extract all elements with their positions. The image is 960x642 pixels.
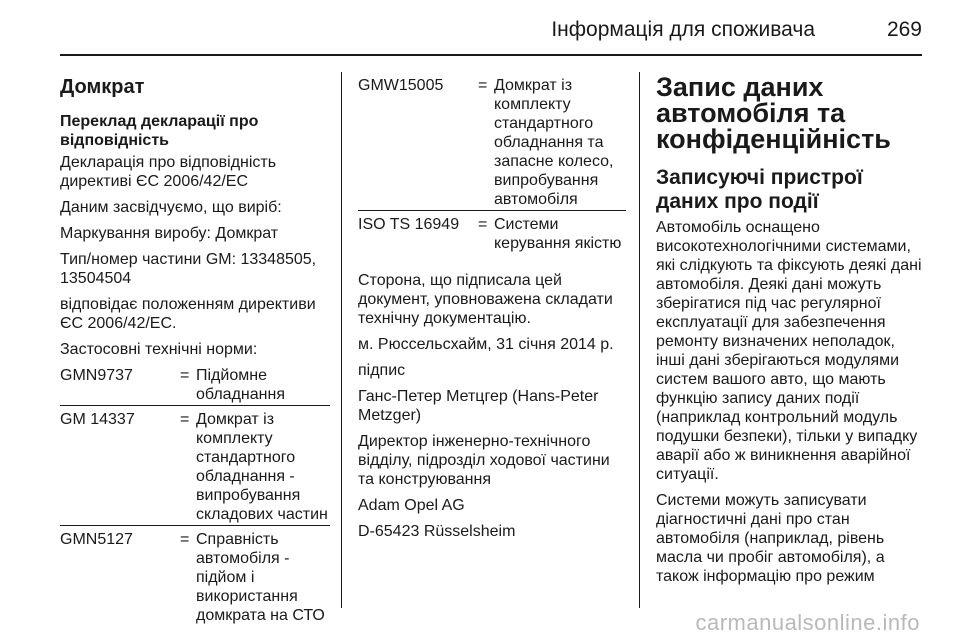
paragraph: Ганс-Петер Метцгер (Hans-Peter Metzger) bbox=[358, 388, 599, 424]
paragraph: Даним засвідчуємо, що виріб: bbox=[60, 199, 282, 216]
paragraph: м. Рюссельсхайм, 31 січня 2014 р. bbox=[358, 336, 614, 353]
paragraph: D-65423 Rüsselsheim bbox=[358, 523, 516, 540]
standard-code: ISO TS 16949 bbox=[358, 216, 460, 233]
standard-code: GMW15005 bbox=[358, 77, 444, 94]
standard-separator: = bbox=[478, 216, 488, 233]
column-divider bbox=[341, 72, 342, 608]
standard-row bbox=[60, 366, 330, 406]
standard-code: GMN5127 bbox=[60, 531, 133, 548]
chapter-title: Запис даних автомобіля та конфіденційність bbox=[656, 72, 891, 154]
header-title: Інформація для споживача bbox=[551, 18, 815, 41]
watermark: carmanualsonline.info bbox=[695, 610, 920, 635]
standard-separator: = bbox=[180, 531, 190, 548]
paragraph: Сторона, що підписала цей документ, уповноважена складати технічну документацію. bbox=[358, 272, 613, 327]
header-rule bbox=[60, 54, 922, 56]
paragraph: Тип/номер частини GM: 13348505, 13504504 bbox=[60, 251, 317, 287]
standard-row bbox=[358, 76, 626, 211]
standard-row bbox=[358, 215, 626, 253]
standard-row bbox=[60, 410, 330, 526]
column-right bbox=[656, 72, 926, 593]
paragraph: Декларація про відповідність директиві ЄС 2006/42/EC bbox=[60, 154, 277, 190]
paragraph: Маркування виробу: Домкрат bbox=[60, 225, 279, 242]
standard-code: GM 14337 bbox=[60, 411, 135, 428]
standard-description: Справність автомобіля - підйом і використання домкрата на СТО bbox=[196, 531, 325, 624]
sub-heading: Переклад декларації про відповідність bbox=[60, 113, 259, 149]
paragraph: Автомобіль оснащено високотехнологічними системами, які слідкують та фіксують деякі дані автомобіля. Деякі дані можуть зберігатися під час регулярної експлуатації для забезпечення ремонту визначених неполадок, інші дані зберігаються модулями систем вашого авто, що мають функцію запису даних події (наприклад контрольний модуль подушки безпеки), тільки у випадку аварії або ж виникнення аварійної ситуації. bbox=[656, 219, 922, 483]
paragraph: підпис bbox=[358, 362, 406, 379]
standard-row bbox=[60, 530, 330, 625]
paragraph: Системи можуть записувати діагностичні дані про стан автомобіля (наприклад, рівень масла чи пробіг автомобіля), а також інформацію про режим bbox=[656, 492, 885, 585]
standard-code: GMN9737 bbox=[60, 367, 133, 384]
standard-separator: = bbox=[180, 411, 190, 428]
column-middle bbox=[358, 76, 626, 548]
section-subtitle: Записуючі пристрої даних про події bbox=[656, 166, 863, 213]
standard-description: Домкрат із комплекту стандартного обладнання - випробування складових частин bbox=[196, 411, 328, 523]
standard-separator: = bbox=[180, 367, 190, 384]
paragraph: Директор інженерно-технічного відділу, підрозділ ходової частини та конструювання bbox=[358, 433, 610, 488]
paragraph: відповідає положенням директиви ЄС 2006/42/EC. bbox=[60, 296, 316, 332]
paragraph: Застосовні технічні норми: bbox=[60, 341, 258, 358]
paragraph: Adam Opel AG bbox=[358, 497, 465, 514]
standard-description: Системи керування якістю bbox=[494, 216, 622, 252]
column-left bbox=[60, 64, 330, 625]
standard-description: Домкрат із комплекту стандартного обладнання та запасне колесо, випробування автомобіля bbox=[494, 77, 614, 208]
section-title: Домкрат bbox=[60, 76, 145, 98]
column-divider bbox=[639, 72, 640, 608]
page-number: 269 bbox=[886, 18, 922, 41]
standard-separator: = bbox=[478, 77, 488, 94]
standard-description: Підйомне обладнання bbox=[196, 367, 285, 403]
